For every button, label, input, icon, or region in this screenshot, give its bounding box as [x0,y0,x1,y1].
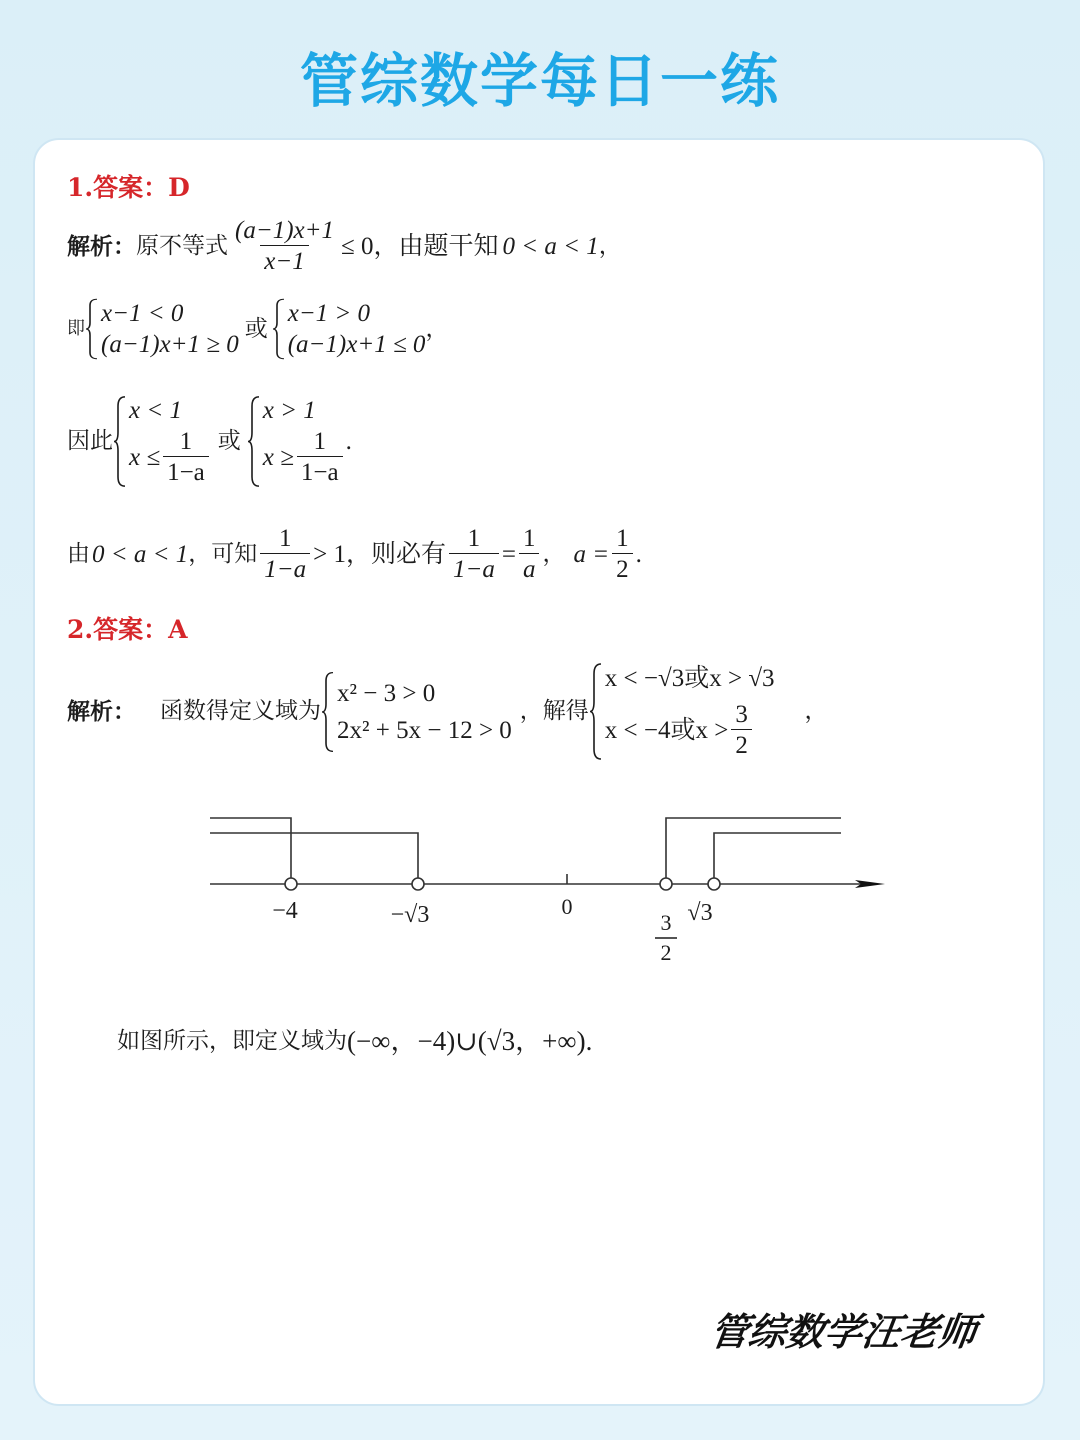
q1-line3-pre: 因此 [67,428,113,454]
q1-line1-end: ， [598,232,622,259]
q2-system-f-row2 [605,699,775,761]
q1-system-c-frac [163,429,209,485]
brace-icon [85,298,99,360]
q1-line1-cond: 0 < a < 1 [502,232,599,260]
brace-icon [247,395,261,488]
q2-conclusion-set: (−∞，−4)∪(√3，+∞). [347,1026,593,1056]
frac-den: 1−a [260,553,310,582]
number-line-diagram [195,800,895,990]
q2-system-f-row1: x < −√3或x > √3 [604,665,775,692]
region-right-outer [666,818,841,884]
frac-num: 1 [522,525,536,552]
q1-or-1: 或 [244,315,268,342]
brace-icon [321,671,335,753]
brace-icon [113,395,127,488]
q2-solve: ，解得 [519,698,589,724]
q2-analysis-label: 解析： [67,698,136,725]
q1-system-c-row2 [129,426,212,488]
q1-line4-comma: ， [542,540,566,567]
region-right-inner [714,833,841,884]
frac-den: 2 [612,553,633,582]
q1-line4-frac3 [519,526,540,582]
q2-conclusion [117,1028,592,1055]
q1-system-d-frac [297,429,343,485]
q1-frac-main [231,218,338,274]
q1-line1 [67,218,622,274]
q1-line2-comma: ， [425,315,449,342]
frac-den: a [519,553,540,582]
q1-system-a-row1: x−1 < 0 [101,300,184,327]
q2-system-f-row2-pre: x < −4或x > [604,716,729,744]
frac-den: 1−a [449,553,499,582]
q1-system-b [272,298,426,360]
q1-line4-period: . [635,540,642,568]
q1-system-c [113,395,212,488]
region-left-outer [210,818,291,884]
frac-den: 1−a [163,456,209,485]
frac-num: 3 [735,701,748,728]
q1-answer-label: 1.答案：D [67,173,190,202]
frac-den: 1−a [297,456,343,485]
q1-line4-cond: 0 < a < 1 [92,540,189,568]
point-sqrt3 [708,878,720,890]
signature: 管综数学汪老师 [707,1309,980,1354]
q2-line1-pre: 函数得定义域为 [160,698,321,724]
label-3-2-den: 2 [660,940,672,965]
q1-line4-eq: = [501,540,516,568]
q1-line4-aeq: a = [573,540,610,568]
q1-system-b-row1: x−1 > 0 [287,300,371,327]
frac-num: 1 [467,525,481,552]
q2-system-f [589,662,775,761]
q1-system-a-row2: (a−1)x+1 ≥ 0 [101,331,239,358]
label-zero: 0 [561,894,573,919]
region-left-inner [210,833,418,884]
q1-system-d-row2 [263,426,346,488]
brace-icon [589,662,603,761]
q1-line1-mid: ≤ 0，由题干知 [341,232,499,260]
q2-system-e-row1: x² − 3 > 0 [337,679,436,707]
q1-line4-frac1 [260,526,310,582]
q2-end-comma: ， [804,698,828,724]
q1-line4-pre: 由 [67,540,90,567]
q1-line2 [67,298,448,360]
q2-system-e-row2: 2x² + 5x − 12 > 0 [337,716,512,744]
q1-system-d-row1: x > 1 [262,397,316,424]
q1-line4-gt: > 1，则必有 [313,540,446,568]
q1-line4-mid: ，可知 [188,540,258,567]
q1-analysis-label: 解析： [67,232,136,260]
q1-line3 [67,395,352,488]
q1-line2-pre: 即 [67,318,85,339]
frac-num: 1 [616,525,629,552]
q2-system-f-frac [731,702,752,758]
page-title: 管综数学每日一练 [299,47,780,115]
q2-conclusion-pre: 如图所示，即定义域为 [117,1028,347,1054]
q1-line3-dot: . [345,428,352,455]
q1-line4-frac4 [612,526,633,582]
q1-line1-pre: 原不等式 [136,232,228,259]
q1-system-c-row1: x < 1 [129,397,182,424]
frac-num: 1 [278,525,292,552]
q2-answer-label: 2.答案：A [67,615,188,644]
q1-system-d [247,395,346,488]
q1-line4 [67,526,642,582]
frac-num: 1 [313,428,326,455]
q1-or-2: 或 [217,428,241,454]
q1-system-a [85,298,239,360]
point-neg4 [285,878,297,890]
q1-line4-frac2 [449,526,499,582]
q2-system-e [321,671,512,753]
q1-frac-num: (a−1)x+1 [235,217,334,244]
q1-system-b-row2: (a−1)x+1 ≤ 0 [287,331,426,358]
point-3-2 [660,878,672,890]
q2-line1 [67,662,828,761]
point-neg-sqrt3 [412,878,424,890]
brace-icon [272,298,286,360]
q1-system-d-row2-pre: x ≥ [262,443,294,471]
solution-card [33,138,1045,1406]
label-neg4: −4 [272,898,298,924]
label-sqrt3: √3 [687,900,713,926]
frac-den: 2 [731,729,752,758]
q1-system-c-row2-pre: x ≤ [129,443,161,471]
label-3-2-num: 3 [660,910,672,935]
label-3-2 [655,910,677,965]
label-neg-sqrt3: −√3 [390,902,430,928]
q1-frac-den: x−1 [260,245,308,274]
frac-num: 1 [179,428,193,455]
